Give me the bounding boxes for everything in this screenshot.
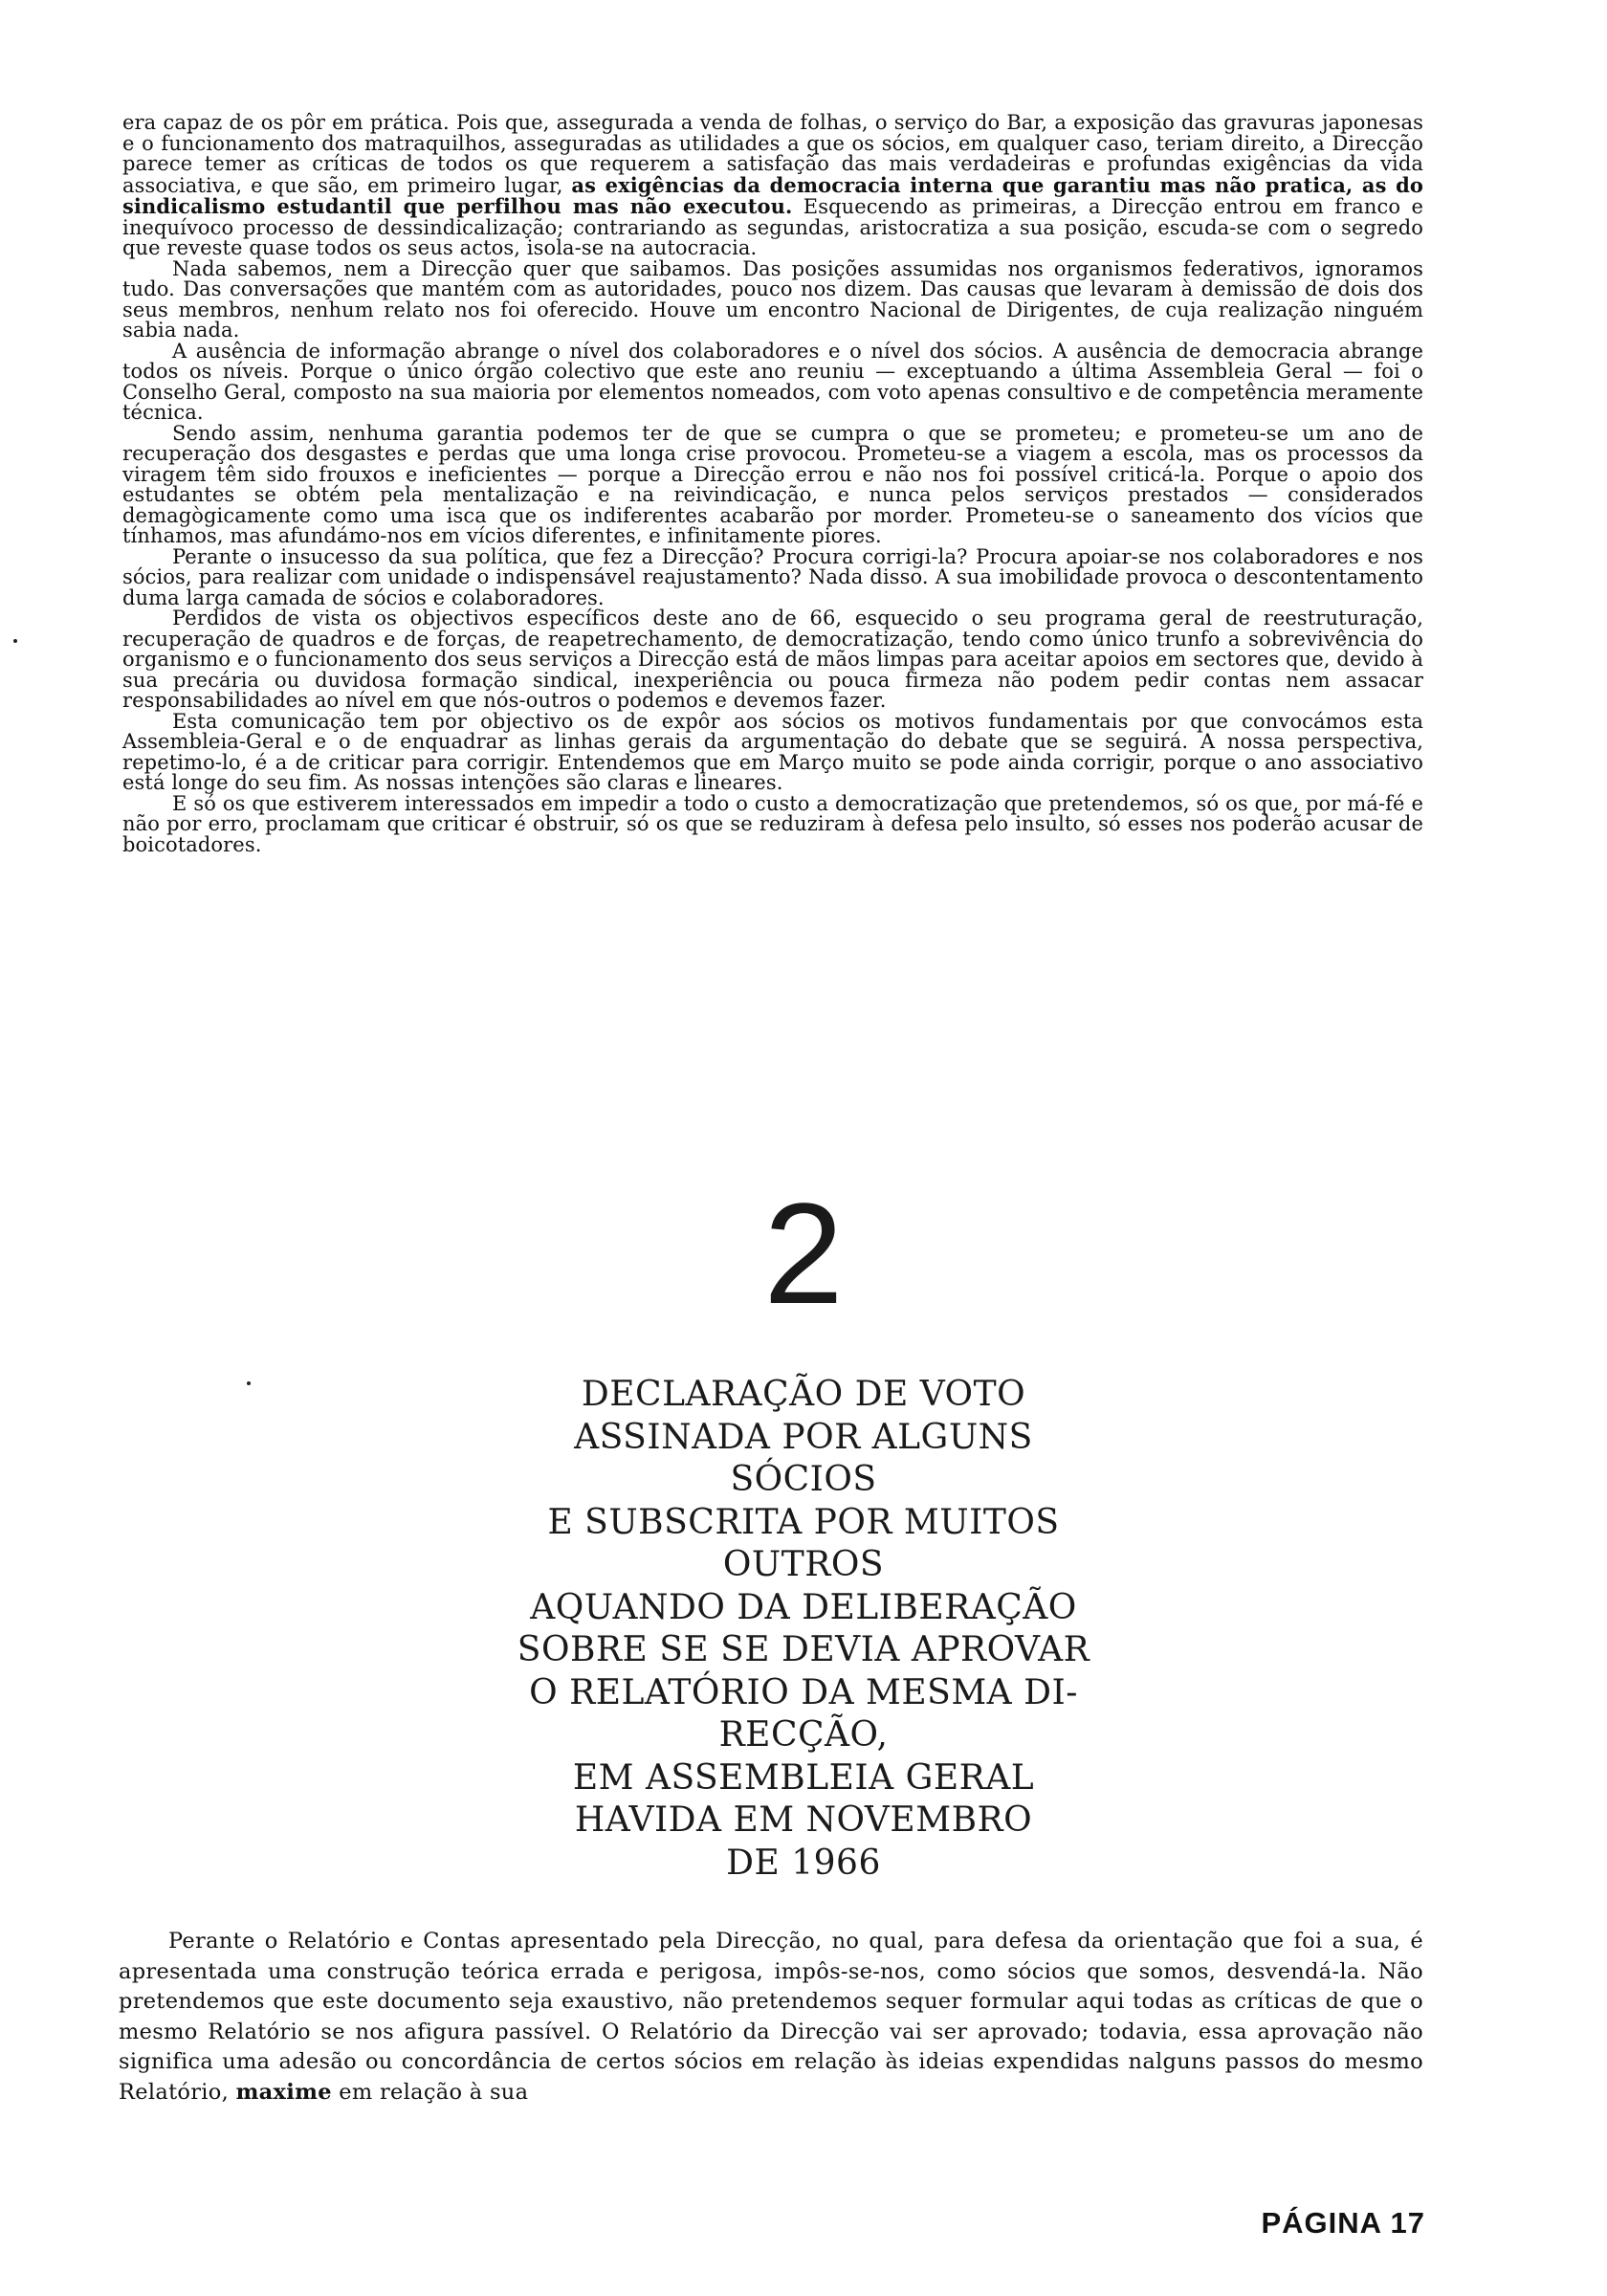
page-number: PÁGINA 17 [1261, 2206, 1425, 2240]
text-run: E só os que estiverem interessados em impedir a todo o custo a democratização que pretendemos, só os que, por má-fé e não por erro, proclamam que criticar é obstruir, só os que se reduziram à defesa pelo insulto, só esses nos poderão acusar de boicotadores. [122, 791, 1423, 856]
paragraph [122, 544, 1423, 609]
text-run: Perante o Relatório e Contas apresentado pela Direcção, no qual, para defesa da orientação que foi a sua, é apresentada uma construção teórica errada e perigosa, impôs-se-nos, como sócios que somos, desvendá-la. Não pretendemos que este documento seja exaustivo, não pretendemos sequer formular aqui todas as críticas de que o mesmo Relatório se nos afigura passível. O Relatório da Direcção vai ser aprovado; todavia, essa aprovação não significa uma adesão ou concordância de certos sócios em relação às ideias expendidas nalguns passos do mesmo Relatório, [119, 1929, 1423, 2105]
text-run: A ausência de informação abrange o nível dos colaboradores e o nível dos sócios. A ausência de democracia abrange todos os níveis. Porque o único órgão colectivo que este ano reuniu — exceptuando a última Assembleia Geral — foi o Conselho Geral, composto na sua maioria por elementos nomeados, com voto apenas consultivo e de competência meramente técnica. [122, 339, 1423, 424]
scan-speck [13, 639, 17, 643]
headline-line: E SUBSCRITA POR MUITOS [547, 1502, 1060, 1542]
bold-text: maxime [235, 2079, 332, 2105]
headline-line: DE 1966 [726, 1843, 881, 1883]
text-run: Esquecendo as primeiras, a Direcção entrou em franco e inequívoco processo de dessindicalização; contrariando as segundas, aristocratiza a sua posição, escuda-se com o segredo que reveste quase todos os seus actos, isola-se na autocracia. [122, 195, 1423, 259]
text-run: Esta comunicação tem por objectivo os de expôr aos sócios os motivos fundamentais por que convocámos esta Assembleia-Geral e o de enquadrar as linhas gerais da argumentação do debate que se seguirá. A nossa perspectiva, repetimo-lo, é a de criticar para corrigir. Entendemos que em Março muito se pode ainda corrigir, porque o ano associativo está longe do seu fim. As nossas intenções são claras e lineares. [122, 709, 1423, 794]
headline-line: EM ASSEMBLEIA GERAL [572, 1757, 1035, 1798]
paragraph [122, 256, 1423, 342]
text-run: Nada sabemos, nem a Direcção quer que saibamos. Das posições assumidas nos organismos federativos, ignoramos tudo. Das conversações que mantém com as autoridades, pouco nos dizem. Das causas que levaram à demissão de dois dos seus membros, nenhum relato nos foi oferecido. Houve um encontro Nacional de Dirigentes, de cuja realização ninguém sabia nada. [122, 256, 1423, 342]
section-headline [363, 1374, 1244, 1885]
text-run: Perante o insucesso da sua política, que fez a Direcção? Procura corrigi-la? Procura apoiar-se nos colaboradores e nos sócios, para realizar com unidade o indispensável reajustamento? Nada disso. A sua imobilidade provoca o descontentamento duma larga camada de sócios e colaboradores. [122, 544, 1423, 609]
paragraph [119, 1927, 1423, 2108]
paragraph [122, 113, 1423, 259]
headline-line: ASSINADA POR ALGUNS [574, 1417, 1033, 1457]
body-text-bottom [119, 1927, 1423, 2108]
headline-line: OUTROS [722, 1545, 885, 1584]
paragraph [122, 339, 1423, 424]
paragraph [122, 791, 1423, 856]
paragraph [122, 421, 1423, 547]
headline-line: HAVIDA EM NOVEMBRO [574, 1800, 1033, 1840]
scan-speck [247, 1381, 251, 1385]
headline-line: SOBRE SE SE DEVIA APROVAR [517, 1630, 1090, 1669]
section-number: 2 [763, 1173, 844, 1334]
text-run: era capaz de os pôr em prática. Pois que, assegurada a venda de folhas, o serviço do Bar, a exposição das gravuras japonesas e o funcionamento dos matraquilhos, asseguradas as utilidades a que os sócios, em qualquer caso, teriam direito, a Direcção parece temer as críticas de todos os que requerem a satisfação das mais verdadeiras e profundas exigências da vida associativa, e que são, em primeiro lugar, [122, 111, 1423, 197]
headline-line: AQUANDO DA DELIBERAÇÃO [530, 1587, 1077, 1627]
paragraph [122, 709, 1423, 794]
paragraph [122, 608, 1423, 712]
body-text-top [122, 113, 1423, 855]
headline-line: O RELATÓRIO DA MESMA DI- [529, 1672, 1078, 1712]
text-run: Sendo assim, nenhuma garantia podemos ter de que se cumpra o que se prometeu; e prometeu-se um ano de recuperação dos desgastes e perdas que uma longa crise provocou. Prometeu-se a viagem a escola, mas os processos da viragem têm sido frouxos e ineficientes — porque a Direcção errou e não nos foi possível criticá-la. Porque o apoio dos estudantes se obtém pela mentalização e na reivindicação, e nunca pelos serviços prestados — considerados demagògicamente como uma isca que os indiferentes acabarão por morder. Prometeu-se o saneamento dos vícios que tínhamos, mas afundámo-nos em vícios diferentes, e infinitamente piores. [122, 421, 1423, 547]
headline-line: RECÇÃO, [718, 1715, 889, 1755]
headline-line: SÓCIOS [730, 1460, 877, 1499]
headline-line: DECLARAÇÃO DE VOTO [581, 1375, 1026, 1414]
bold-text: as exigências da democracia interna que garantiu mas não pratica, as do sindicalismo estudantil que perfilhou mas não executou. [122, 172, 1423, 218]
text-run: em relação à sua [331, 2079, 529, 2105]
text-run: Perdidos de vista os objectivos específicos deste ano de 66, esquecido o seu programa geral de reestruturação, recuperação de quadros e de forças, de reapetrechamento, de democratização, tendo como único trunfo a sobrevivência do organismo e o funcionamento dos seus serviços a Direcção está de mãos limpas para aceitar apoios em sectores que, devido à sua precária ou duvidosa formação sindical, inexperiência ou pouca firmeza não podem pedir contas nem assacar responsabilidades ao nível em que nós-outros o podemos e devemos fazer. [122, 607, 1423, 712]
